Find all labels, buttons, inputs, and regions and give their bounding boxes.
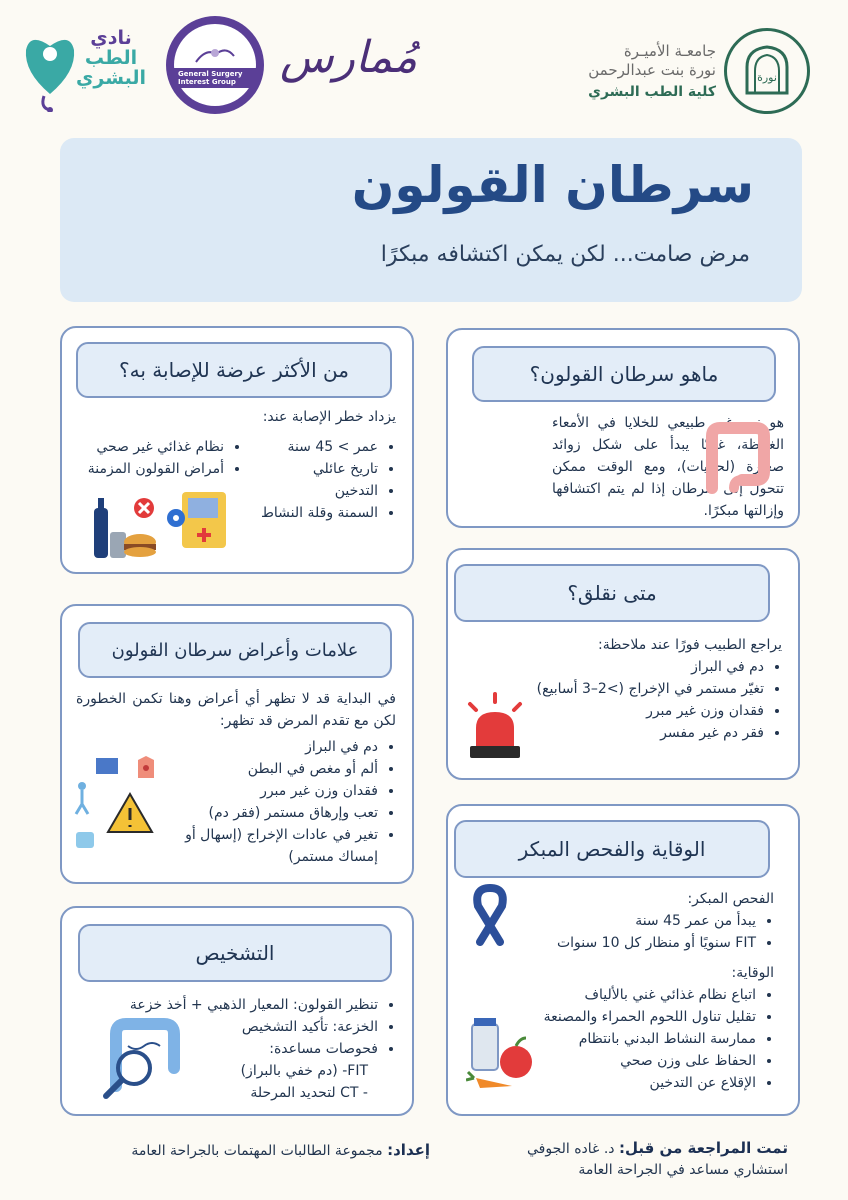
risk-factors-icon [90, 488, 230, 562]
prepared-credit [70, 1140, 430, 1162]
risk-item: • عمر > 45 سنة [246, 436, 378, 458]
diagnosis-card [60, 906, 414, 1116]
club-line3: البشري [76, 67, 146, 89]
gsig-logo [166, 16, 264, 114]
when-intro: يراجع الطبيب فورًا عند ملاحظة: [598, 637, 782, 653]
symptom-item: • دم في البراز [176, 736, 378, 758]
prevention-item: • اتباع نظام غذائي غني بالألياف [504, 984, 756, 1006]
svg-text:نورة: نورة [757, 71, 777, 84]
university-line2: نورة بنت عبدالرحمن [588, 61, 716, 79]
risk-item: • السمنة وقلة النشاط [246, 502, 378, 524]
diagnosis-sub-item: - CT لتحديد المرحلة [250, 1085, 368, 1101]
risk-heading: من الأكثر عرضة للإصابة به؟ [76, 342, 392, 398]
prevention-item: • ممارسة النشاط البدني بانتظام [504, 1028, 756, 1050]
symptoms-icon [74, 748, 168, 852]
when-list [522, 656, 782, 744]
university-logo [724, 28, 810, 114]
risk-list-1 [246, 436, 396, 524]
prevention-label: الوقاية: [731, 965, 774, 981]
colon-icon [698, 422, 778, 498]
early-screening [514, 888, 774, 954]
club-name [76, 28, 146, 88]
when-item: • دم في البراز [522, 656, 764, 678]
university-line1: جامعـة الأميـرة [623, 42, 716, 60]
colonoscopy-icon [98, 1016, 194, 1102]
prevention-section [504, 962, 774, 1094]
risk-item: • أمراض القولون المزمنة [72, 458, 224, 480]
hands-icon [192, 42, 238, 68]
when-item: • فقدان وزن غير مبرر [522, 700, 764, 722]
university-seal-icon [737, 41, 797, 101]
alarm-light-icon [464, 692, 526, 762]
risk-item: • التدخين [246, 480, 378, 502]
when-item: • تغيّر مستمر في الإخراج (>2–3 أسابيع) [522, 678, 764, 700]
prepared-by: مجموعة الطالبات المهتمات بالجراحة العامة [131, 1143, 383, 1159]
prevention-item: • الإقلاع عن التدخين [504, 1072, 756, 1094]
diagnosis-item: • الخزعة: تأكيد التشخيص [76, 1016, 378, 1038]
prevention-card [446, 804, 800, 1116]
what-text: هو نمو غير طبيعي للخلايا في الأمعاء الغليظة، غالبًا يبدأ على شكل زوائد صغيرة (لحميات)، ومع الوقت ممكن تتحول إلى سرطان إذا لم يتم اكتشافها وإزالتها مبكرًا. [552, 415, 784, 519]
gsig-name: General Surgery Interest Group [174, 68, 256, 88]
mumaris-logo: مُمارس [280, 32, 418, 83]
diagnosis-item: • تنظير القولون: المعيار الذهبي + أخذ خزعة [76, 994, 378, 1016]
prepared-label: إعداد: [387, 1141, 430, 1159]
reviewer-name: د. غاده الجوفي [526, 1141, 615, 1157]
what-heading: ماهو سرطان القولون؟ [472, 346, 776, 402]
risk-card [60, 326, 414, 574]
reviewer-title: استشاري مساعد في الجراحة العامة [578, 1162, 788, 1178]
risk-item: • نظام غذائي غير صحي [72, 436, 224, 458]
symptom-item: • تعب وإرهاق مستمر (فقر دم) [176, 802, 378, 824]
medical-club-logo [20, 24, 150, 114]
prevention-item: • الحفاظ على وزن صحي [504, 1050, 756, 1072]
diagnosis-item: • فحوصات مساعدة: [76, 1038, 378, 1060]
diagnosis-heading: التشخيص [78, 924, 392, 982]
symptoms-intro: في البداية قد لا تظهر أي أعراض وهنا تكمن الخطورة لكن مع تقدم المرض قد تظهر: [76, 691, 396, 729]
risk-list-2 [72, 436, 242, 480]
what-card [446, 328, 800, 528]
symptoms-card [60, 604, 414, 884]
title-banner [60, 138, 802, 302]
risk-item: • تاريخ عائلي [246, 458, 378, 480]
university-name [588, 42, 716, 100]
healthy-food-icon [466, 1016, 538, 1090]
diagnosis-sub-item: FIT- (دم خفي بالبراز) [240, 1063, 368, 1079]
prevention-heading: الوقاية والفحص المبكر [454, 820, 770, 878]
symptom-item: • تغير في عادات الإخراج (إسهال أو إمساك مستمر) [176, 824, 378, 868]
awareness-ribbon-icon [468, 884, 512, 946]
symptoms-heading: علامات وأعراض سرطان القولون [78, 622, 392, 678]
page-subtitle: مرض صامت... لكن يمكن اكتشافه مبكرًا [380, 242, 750, 267]
heart-stethoscope-icon [20, 24, 80, 112]
club-line1: نادي [90, 27, 132, 49]
when-heading: متى نقلق؟ [454, 564, 770, 622]
risk-intro: يزداد خطر الإصابة عند: [262, 409, 396, 425]
symptom-item: • ألم أو مغص في البطن [176, 758, 378, 780]
review-label: تمت المراجعة من قبل: [618, 1139, 788, 1157]
early-item: • FIT سنويًا أو منظار كل 10 سنوات [514, 932, 756, 954]
reviewer-credit [468, 1138, 788, 1181]
when-card [446, 548, 800, 780]
when-item: • فقر دم غير مفسر [522, 722, 764, 744]
early-label: الفحص المبكر: [687, 891, 774, 907]
prevention-item: • تقليل تناول اللحوم الحمراء والمصنعة [504, 1006, 756, 1028]
symptoms-list [176, 736, 396, 868]
club-line2: الطب [84, 47, 138, 69]
page-title: سرطان القولون [351, 156, 754, 214]
early-item: • يبدأ من عمر 45 سنة [514, 910, 756, 932]
symptom-item: • فقدان وزن غير مبرر [176, 780, 378, 802]
college-name: كلية الطب البشري [588, 84, 716, 100]
